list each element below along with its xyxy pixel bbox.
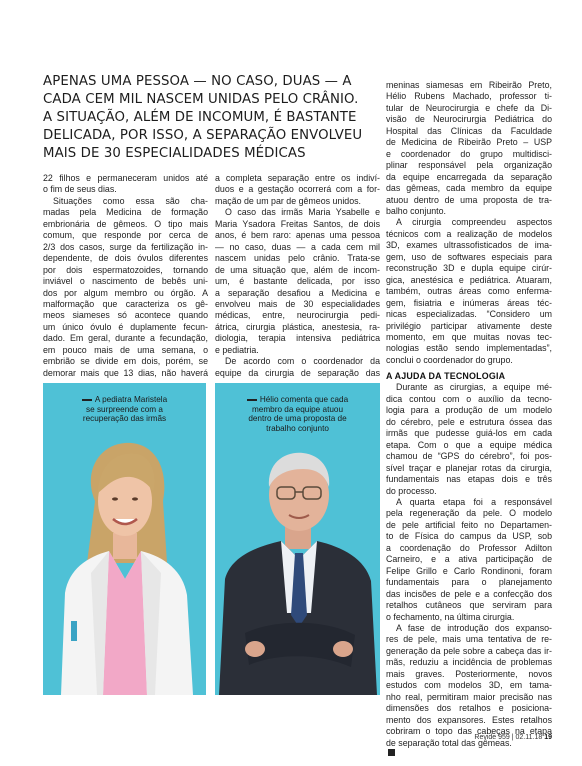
text-line: Carneiro, e a ativa participação de [386, 554, 552, 565]
text-line: visão de Neurocirurgia Pediátrica do [386, 114, 552, 125]
text-line: mação de um par de gêmeos unidos. [215, 195, 362, 206]
article-column-1 [43, 173, 208, 379]
coordinator-illustration [215, 383, 380, 695]
text-line: De acordo com o coordenador da [225, 356, 380, 367]
caption-line: dentro de uma proposta de [248, 414, 347, 424]
text-line: conclui o coordenador do grupo. [386, 354, 513, 365]
text-line: embrionária de gêmeos. O tipo mais [43, 218, 208, 229]
caption-line: se surpreende com a [86, 404, 163, 414]
text-line: envolveu mais de 30 especialidades [215, 298, 380, 309]
text-line: a separação desafiou a Medicina e [215, 287, 380, 298]
text-line: nicas especializadas. “Considero um [386, 309, 552, 320]
text-line: Durante as cirurgias, a equipe mé- [396, 382, 552, 393]
text-line: reconstrução 3D e dupla equipe cirúr- [386, 263, 552, 274]
text-line: átrica, cirurgia plástica, anestesia, ra- [215, 321, 380, 332]
text-line: Situações como essa são cha- [53, 195, 208, 206]
text-line: atuou dentro de uma proposta de tra- [386, 194, 552, 205]
caption-line: recuperação das irmãs [82, 414, 167, 424]
text-line: Hélio Rubens Machado, professor ti- [386, 91, 552, 102]
pull-quote-line: CADA CEM MIL NASCEM UNIDAS PELO CRÂNIO. [43, 92, 359, 107]
text-line: gem, fisiatria e inúmeras áreas téc- [386, 297, 552, 308]
text-line: pela regeneração da pele. O modelo [386, 508, 552, 519]
text-line: 2/3 dos casos, surge da fertilização in- [43, 241, 208, 252]
text-line: etapa. Com o que a equipe médica [386, 439, 552, 450]
text-line: A cirurgia compreendeu aspectos [396, 217, 552, 228]
text-line: 3D, exames ultrassofisticados de ima- [386, 240, 552, 251]
text-line: nologias estão sendo implementadas”, [386, 343, 552, 354]
text-line: generação da pele sobre a cabeça das ir- [386, 645, 552, 656]
text-line: das incisões de pele e a confecção dos [386, 588, 552, 599]
article-column-3-section [386, 371, 552, 756]
text-line: madas pela Medicina de formação [43, 207, 208, 218]
text-line: médicas, entre, neurocirurgia pedi- [215, 310, 380, 321]
page-number: 19 [544, 734, 552, 741]
text-line: do cérebro, pele e estrutura óssea das [386, 416, 552, 427]
text-line: de uma situação que, além de incom- [215, 264, 380, 275]
text-line: fundamentais para o planejamento [386, 577, 552, 588]
photo-coordinator [215, 383, 380, 695]
text-line: Hospital das Clínicas da Faculdade [386, 125, 552, 136]
text-line: em pouco mais de uma semana, o [43, 344, 208, 355]
text-line: mãs, reduziu a incidência de problemas [386, 657, 552, 668]
text-line: dos por algum membro ou órgão. A [43, 287, 208, 298]
text-line: privilégio participar ativamente deste [386, 320, 552, 331]
text-line: inviável o nascimento de bebês uni- [43, 276, 208, 287]
end-of-article-mark [388, 749, 395, 756]
text-line: o fechamento, na última cirurgia. [386, 611, 515, 622]
text-line: a coordenação do Professor Adilton [386, 542, 552, 553]
text-line: comum, que responde por cerca de [43, 230, 208, 241]
text-line: malformação que caracteriza os gê- [43, 298, 208, 309]
text-line: por dois espermatozoides, tornando [43, 264, 208, 275]
text-line: dimensões dos retalhos e posiciona- [386, 703, 552, 714]
text-line: de Medicina de Ribeirão Preto – USP [386, 137, 552, 148]
pull-quote [43, 73, 368, 163]
text-line: res de pele, mais uma tentativa de re- [386, 634, 552, 645]
text-line: embrião se divide em dois, porém, se [43, 356, 208, 367]
text-line: o fim de seus dias. [43, 184, 117, 195]
text-line: A fase de introdução dos expanso- [396, 622, 552, 633]
text-line: gica, anestésica e pediátrica. Atuaram, [386, 274, 552, 285]
text-line: irmãs que pudesse guiá-los em cada [386, 428, 552, 439]
text-line: nascem unidas pelo crânio. Trata-se [215, 253, 380, 264]
text-line: retalhos cutâneos que serviram para [386, 600, 552, 611]
text-line: equipe da cirurgia de separação das [215, 367, 380, 378]
text-line: fundamentais nas etapas dois e três [386, 474, 552, 485]
text-line: 22 filhos e permaneceram unidos até [43, 173, 208, 183]
text-line: nho real, permitiram maior precisão nas [386, 691, 552, 702]
article-column-3 [386, 80, 552, 366]
text-line: e pediatria. [215, 344, 259, 355]
text-line: um, é bastante delicada, por isso [215, 276, 380, 287]
text-line: mais graves. Posteriormente, novos [386, 668, 552, 679]
text-line: plinar responsável pela organização [386, 160, 552, 171]
text-line: — no caso, duas — a cada cem mil [215, 241, 380, 252]
pull-quote-line: APENAS UMA PESSOA — NO CASO, DUAS — A [43, 74, 352, 89]
pull-quote-line: MAIS DE 30 ESPECIALIDADES MÉDICAS [43, 146, 306, 161]
text-line: cobriram o topo das cabeças na etapa [386, 726, 552, 737]
text-line: diologia, terapia intensiva pediátrica [215, 333, 380, 344]
text-line: dependente, de dois óvulos diferentes [43, 253, 208, 264]
text-line: tular de Neurocirurgia e chefe da Di- [386, 102, 552, 113]
text-line: de pele artificial feito no Departamen- [386, 519, 552, 530]
text-line: balho conjunto. [386, 205, 446, 216]
photo-pediatrician [43, 383, 206, 695]
text-line: demorar mais que 13 dias, não haverá [43, 367, 208, 378]
text-line: gem, uso de softwares especiais para [386, 251, 552, 262]
text-line: a completa separação entre os indiví- [215, 173, 380, 183]
pull-quote-line: A SITUAÇÃO, ALÉM DE INCOMUM, É BASTANTE [43, 110, 357, 125]
text-line: O caso das irmãs Maria Ysabelle e [225, 207, 380, 218]
text-line: do processo. [386, 485, 437, 496]
text-line: dado. Em geral, durante a fecundação, [43, 333, 208, 344]
caption-line: Hélio comenta que cada [259, 395, 349, 404]
text-line: dica contou com o auxílio da tecno- [386, 393, 552, 404]
text-line: também, outras áreas como enferma- [386, 286, 552, 297]
text-line: Felipe Grillo e Carlo Rondinoni, foram [386, 565, 552, 576]
text-line: das gêmeas, cada membro da equipe [386, 183, 552, 194]
section-subheading: A AJUDA DA TECNOLOGIA [386, 371, 506, 381]
text-line: e coordenador do grupo multidisci- [386, 148, 552, 159]
text-line: Maria Ysadora Freitas Santos, de dois [215, 218, 380, 229]
text-line: técnicos com a realização de modelos [386, 228, 552, 239]
article-column-2 [215, 173, 380, 379]
pediatrician-illustration [43, 383, 206, 695]
caption-line: A pediatra Maristela [94, 395, 168, 404]
text-line: logia para a produção de um modelo [386, 405, 552, 416]
text-line: momento, em que muitas novas tec- [386, 331, 552, 342]
caption-line: membro da equipe atuou [251, 404, 344, 414]
text-line: estudos com modelos 3D, em tama- [386, 680, 552, 691]
page-footer [474, 734, 552, 741]
text-line: chamou de “GPS do cérebro”, foi pos- [386, 451, 552, 462]
text-line: A quarta etapa foi a responsável [396, 496, 552, 507]
text-line: meninas siamesas em Ribeirão Preto, [386, 80, 552, 90]
text-line: to de Física do campus da USP, sob [386, 531, 552, 542]
text-line: sível traçar e planejar rotas da cirurgia, [386, 462, 552, 473]
caption-line: trabalho conjunto [266, 423, 329, 433]
footer-publication: Revide 959 | 02.11.18 [474, 734, 543, 741]
text-line-content: de separação total das gêmeas. [386, 737, 512, 748]
text-line: meos siameses só acontece quando [43, 310, 208, 321]
text-line: um único óvulo é duplamente fecun- [43, 321, 208, 332]
pull-quote-line: DELICADA, POR ISSO, A SEPARAÇÃO ENVOLVEU [43, 128, 363, 143]
text-line: da equipe encarregada da separação [386, 171, 552, 182]
text-line: anos, é bem raro: apenas uma pessoa [215, 230, 380, 241]
text-line: duos e a gestação ocorrerá com a for- [215, 184, 380, 195]
text-line: mento dos expansores. Estes retalhos [386, 714, 552, 725]
